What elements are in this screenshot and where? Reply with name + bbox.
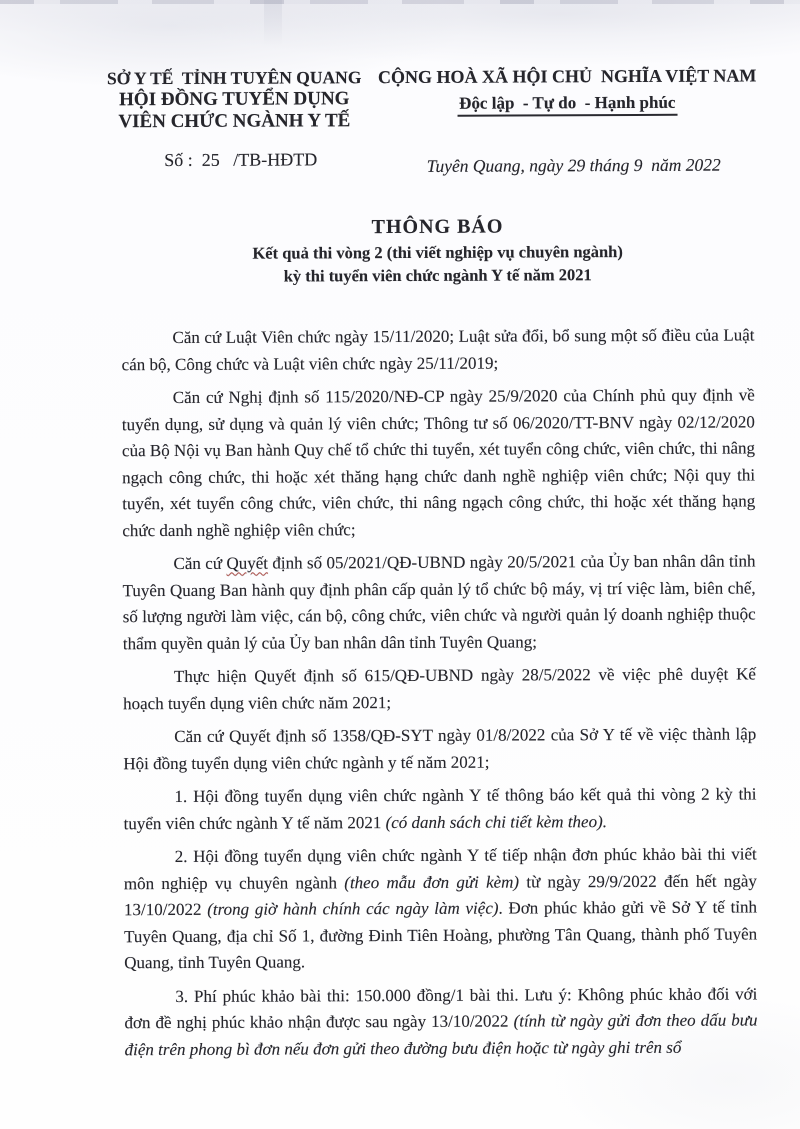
paragraph-7 (124, 841, 758, 976)
paragraph-8 (124, 981, 757, 1063)
document-type-title: THÔNG BÁO (371, 215, 504, 239)
text-segment: Căn cứ Nghị định số 115/2020/NĐ-CP ngày 25/9/2020 của Chính phủ quy định về tuyển dụng, sử dụng và quản lý viên chức; Thông tư số 06/2020/TT-BNV ngày 02/12/2020 của Bộ Nội vụ Ban hành Quy chế tổ chức thi tuyển, xét tuyển công chức, viên chức, thi nâng ngạch công chức, thi hoặc xét thăng hạng chức danh nghề nghiệp viên chức; Nội quy thi tuyển, xét tuyển công chức, viên chức, thi nâng ngạch công chức, thi hoặc xét thăng hạng chức danh nghề nghiệp viên chức; (121, 385, 756, 540)
red-marked-word: Quyết (226, 553, 269, 573)
document-number: Số : 25 /TB-HĐTD (164, 149, 318, 171)
text-segment: Thực hiện Quyết định số 615/QĐ-UBND ngày 28/5/2022 về việc phê duyệt Kế hoạch tuyển dụng viên chức năm 2021; (123, 664, 757, 713)
text-segment: (tính từ ngày gửi đơn theo dấu bưu điện trên phong bì đơn nếu đơn gửi theo đường bưu điện hoặc từ ngày ghi trên sổ (124, 1010, 758, 1059)
text-segment: Căn cứ Luật Viên chức ngày 15/11/2020; Luật sửa đổi, bổ sung một số điều của Luật cán bộ, Công chức và Luật viên chức ngày 25/11/2019; (121, 325, 755, 374)
text-segment: định số 05/2021/QĐ-UBND ngày 20/5/2021 của Ủy ban nhân dân tỉnh Tuyên Quang Ban hành quy định phân cấp quản lý tổ chức bộ máy, vị trí việc làm, biên chế, số lượng người làm việc, cán bộ, công chức, viên chức và người quản lý doanh nghiệp thuộc thẩm quyền quản lý của Ủy ban nhân dân tỉnh Tuyên Quang; (122, 551, 756, 653)
document-subject-line1: Kết quả thi vòng 2 (thi viết nghiệp vụ chuyên ngành) (252, 242, 623, 263)
text-segment: Căn cứ Quyết định số 1358/QĐ-SYT ngày 01/8/2022 của Sở Y tế về việc thành lập Hội đồng tuyển dụng viên chức ngành y tế năm 2021; (123, 724, 757, 773)
text-segment: 3. Phí phúc khảo bài thi: 150.000 đồng/1 bài thi. Lưu ý: Không phúc khảo đối với đơn đề nghị phúc khảo nhận được sau ngày 13/10/2022 (124, 983, 758, 1033)
place-and-date: Tuyên Quang, ngày 29 tháng 9 năm 2022 (426, 154, 721, 176)
text-segment: Căn cứ (173, 553, 227, 573)
national-motto-block (378, 64, 757, 132)
document-header (0, 64, 799, 133)
national-title: CỘNG HOÀ XÃ HỘI CHỦ NGHĨA VIỆT NAM (377, 65, 757, 88)
document-body (121, 322, 757, 1063)
paragraph-5 (123, 721, 756, 777)
document-title-block (121, 211, 754, 288)
text-segment: (có danh sách chi tiết kèm theo). (385, 811, 608, 832)
paragraph-2 (122, 382, 756, 544)
text-segment: . Đơn phúc khảo gửi về Sở Y tế tỉnh Tuyên Quang, địa chỉ Số 1, đường Đinh Tiên Hoàng, phường Tân Quang, thành phố Tuyên Quang, tỉnh Tuyên Quang. (124, 897, 758, 973)
agency-parent-name: SỞ Y TẾ TỈNH TUYÊN QUANG (106, 67, 362, 89)
agency-name-line1: HỘI ĐỒNG TUYỂN DỤNG (119, 88, 350, 111)
national-motto-text: Độc lập - Tự do - Hạnh phúc (457, 93, 677, 117)
agency-name-line2: VIÊN CHỨC NGÀNH Y TẾ (118, 110, 351, 133)
document-subject-line2: kỳ thi tuyển viên chức ngành Y tế năm 2021 (283, 265, 592, 286)
paragraph-3 (122, 548, 755, 657)
national-motto (378, 90, 756, 115)
issuing-agency-block (90, 66, 378, 133)
paragraph-1 (121, 322, 754, 378)
paragraph-6 (123, 781, 756, 837)
text-segment: (theo mẫu đơn gửi kèm) (344, 871, 520, 892)
text-segment: 1. Hội đồng tuyển dụng viên chức ngành Y tế thông báo kết quả thi vòng 2 kỳ thi tuyển viên chức ngành Y tế năm 2021 (123, 784, 757, 833)
reference-row (0, 147, 799, 178)
text-segment: 2. Hội đồng tuyển dụng viên chức ngành Y tế tiếp nhận đơn phúc khảo bài thi viết môn nghiệp vụ chuyên ngành (123, 844, 757, 893)
paragraph-4 (123, 661, 756, 717)
text-segment: từ ngày 29/9/2022 đến hết ngày 13/10/2022 (123, 870, 757, 920)
text-segment: (trong giờ hành chính các ngày làm việc) (207, 898, 499, 919)
